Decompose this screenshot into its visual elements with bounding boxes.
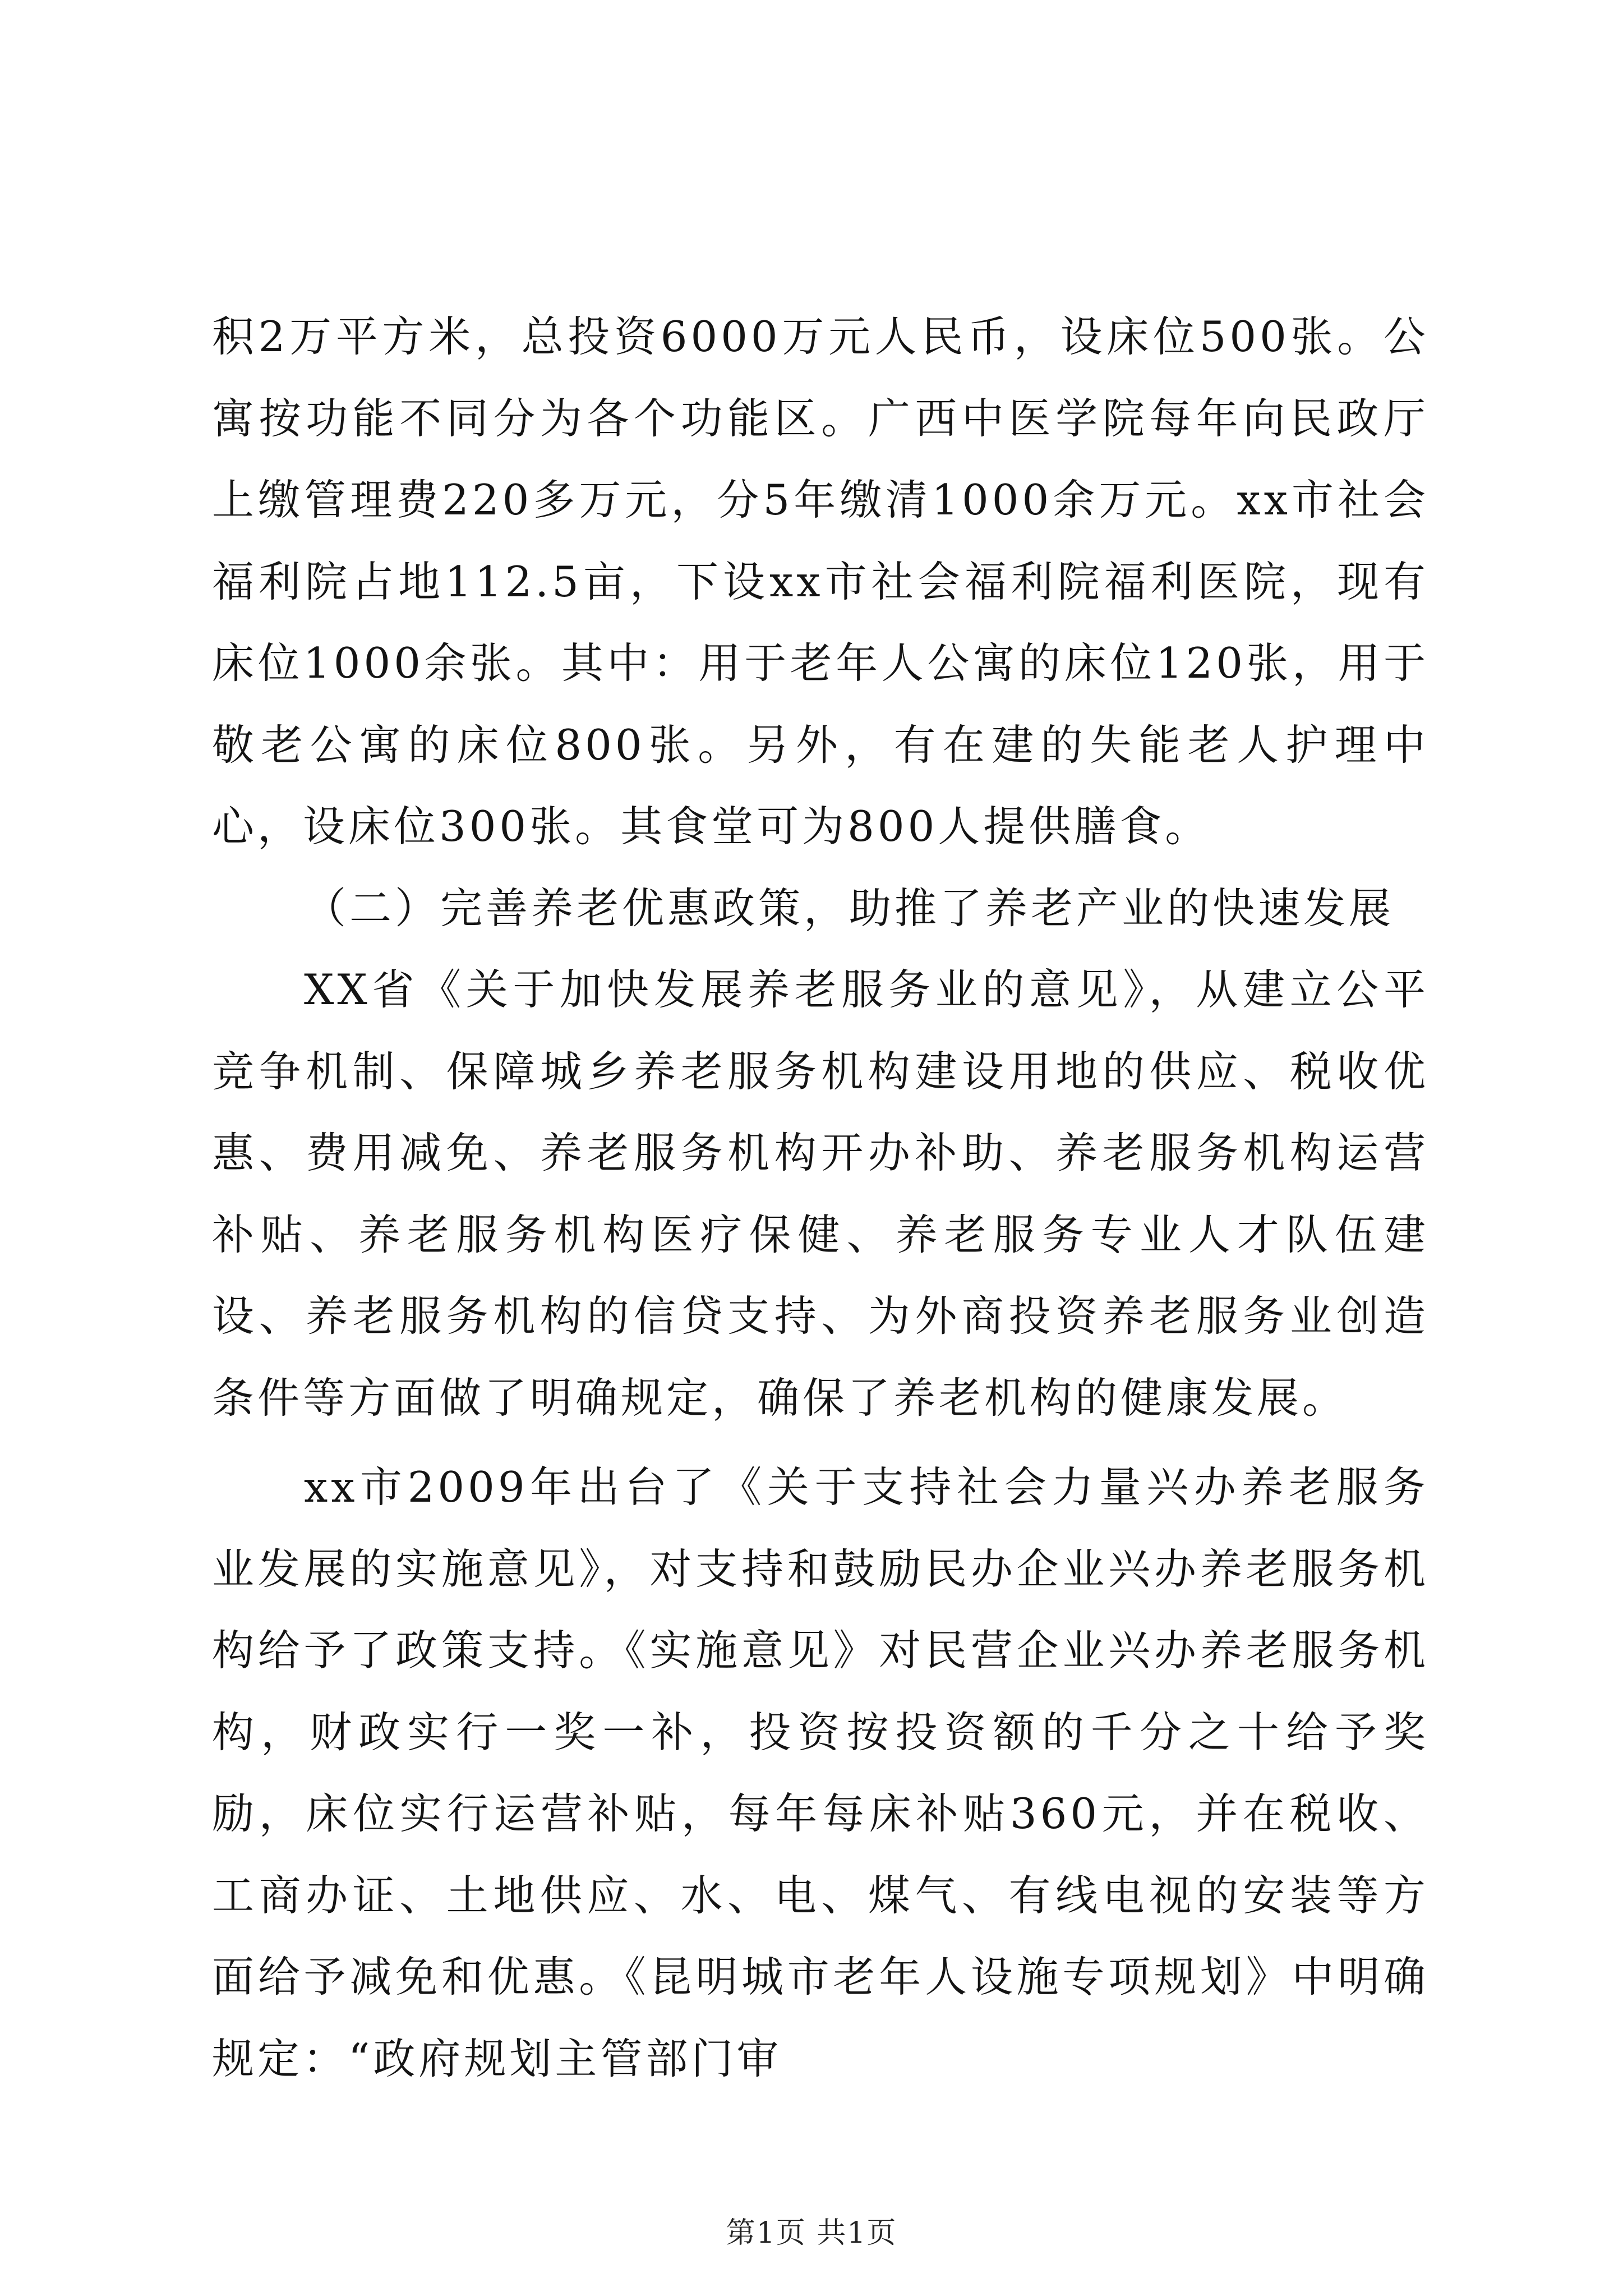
paragraph-gap [212, 1439, 1429, 1447]
paragraph-continuation: 积2万平方米，总投资6000万元人民币，设床位500张。公寓按功能不同分为各个功能区。广西中医学院每年向民政厅上缴管理费220多万元，分5年缴清1000余万元。xx市社会福利院占地112.5亩，下设xx市社会福利院福利医院，现有床位1000余张。其中：用于老年人公寓的床位120张，用于敬老公寓的床位800张。另外，有在建的失能老人护理中心，设床位300张。其食堂可为800人提供膳食。 [212, 312, 1429, 851]
paragraph-provincial-policy: XX省《关于加快发展养老服务业的意见》，从建立公平竞争机制、保障城乡养老服务机构建设用地的供应、税收优惠、费用减免、养老服务机构开办补助、养老服务机构运营补贴、养老服务机构医疗保健、养老服务专业人才队伍建设、养老服务机构的信贷支持、为外商投资养老服务业创造条件等方面做了明确规定，确保了养老机构的健康发展。 [212, 965, 1429, 1423]
paragraph-city-policy: xx市2009年出台了《关于支持社会力量兴办养老服务业发展的实施意见》，对支持和鼓励民办企业兴办养老服务机构给予了政策支持。《实施意见》对民营企业兴办养老服务机构，财政实行一奖一补，投资按投资额的千分之十给予奖励，床位实行运营补贴，每年每床补贴360元，并在税收、工商办证、土地供应、水、电、煤气、有线电视的安装等方面给予减免和优惠。《昆明城市老年人设施专项规划》中明确规定：“政府规划主管部门审 [212, 1462, 1429, 2083]
document-body [212, 296, 1429, 2100]
section-heading: （二）完善养老优惠政策，助推了养老产业的快速发展 [304, 883, 1395, 933]
page-footer: 第1页 共1页 [726, 2216, 897, 2250]
